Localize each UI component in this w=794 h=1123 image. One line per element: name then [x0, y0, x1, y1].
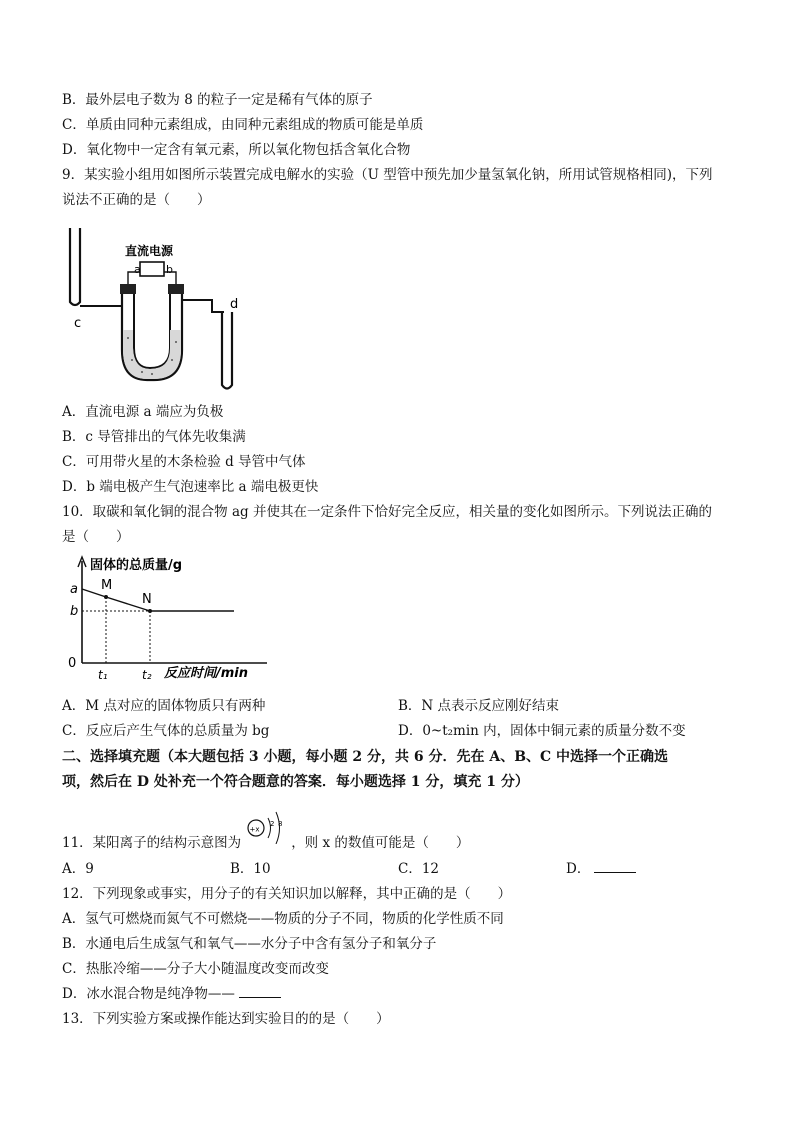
- q9-option-d: D．b 端电极产生气泡速率比 a 端电极更快: [62, 479, 319, 495]
- q11-option-a: A．9: [62, 861, 94, 877]
- label-b: b: [166, 263, 173, 276]
- q9-option-a: A．直流电源 a 端应为负极: [62, 404, 224, 420]
- point-n: [148, 609, 152, 613]
- shell-1-count: 2: [270, 820, 275, 828]
- right-test-tube: [222, 312, 232, 389]
- q10-stem-line1: 10．取碳和氧化铜的混合物 ag 并使其在一定条件下恰好完全反应，相关量的变化如图所示。下列说法正确的: [62, 504, 712, 520]
- q10-option-a: A．M 点对应的固体物质只有两种: [62, 698, 266, 714]
- q8-option-b: B．最外层电子数为 8 的粒子一定是稀有气体的原子: [62, 92, 373, 108]
- q13-stem: 13．下列实验方案或操作能达到实验目的的是（ ）: [62, 1011, 390, 1027]
- y-tick-a: a: [70, 582, 78, 597]
- section2-heading-line2: 项，然后在 D 处补充一个符合题意的答案．每小题选择 1 分，填充 1 分）: [62, 774, 529, 790]
- point-label-m: M: [101, 578, 113, 593]
- label-a: a: [134, 263, 141, 276]
- nucleus-label: +x: [249, 825, 260, 834]
- point-label-n: N: [142, 592, 152, 607]
- ion-structure-diagram: [244, 804, 290, 844]
- q10-option-b: B．N 点表示反应刚好结束: [398, 698, 560, 714]
- x-axis-label: 反应时间/min: [164, 666, 249, 681]
- series-line-decline: [82, 589, 150, 611]
- dc-power-supply: [140, 262, 164, 276]
- q11-option-d-label: D．: [566, 861, 591, 877]
- q8-option-c: C．单质由同种元素组成，由同种元素组成的物质可能是单质: [62, 117, 424, 133]
- mass-time-chart: [62, 553, 282, 688]
- q11-stem-start: 11．某阳离子的结构示意图为: [62, 835, 242, 851]
- q9-option-b: B．c 导管排出的气体先收集满: [62, 429, 246, 445]
- left-test-tube: [70, 228, 80, 305]
- electrolysis-apparatus-figure: [62, 220, 252, 395]
- q11-option-b: B．10: [230, 861, 271, 877]
- origin-label: 0: [68, 656, 77, 671]
- electrolyte-liquid: [123, 330, 181, 379]
- u-tube-inner: [134, 292, 170, 368]
- q11-option-c: C．12: [398, 861, 440, 877]
- q12-option-b: B．水通电后生成氢气和氧气——水分子中含有氢分子和氧分子: [62, 936, 437, 952]
- shell-2-count: 8: [278, 820, 283, 828]
- section2-heading-line1: 二、选择填充题（本大题包括 3 小题，每小题 2 分，共 6 分．先在 A、B、C 中选择一个正确选: [62, 749, 669, 765]
- label-d: d: [230, 297, 239, 312]
- x-tick-t1: t₁: [98, 668, 108, 682]
- q12-option-d-label: D．冰水混合物是纯净物——: [62, 986, 235, 1002]
- q12-option-c: C．热胀冷缩——分子大小随温度改变而改变: [62, 961, 329, 977]
- q8-option-d: D．氧化物中一定含有氧元素，所以氧化物包括含氧化合物: [62, 142, 411, 158]
- left-stopper: [120, 284, 136, 294]
- q12-blank: [239, 985, 281, 998]
- right-stopper: [168, 284, 184, 294]
- y-axis-label: 固体的总质量/g: [90, 558, 183, 573]
- q12-option-d: [62, 985, 281, 1003]
- q9-stem-line2: 说法不正确的是（ ）: [62, 192, 211, 208]
- point-m: [104, 595, 108, 599]
- c-pipe: [80, 292, 122, 306]
- q9-stem-line1: 9．某实验小组用如图所示装置完成电解水的实验（U 型管中预先加少量氢氧化钠，所用试管规格相同)，下列: [62, 167, 713, 183]
- d-pipe: [182, 300, 224, 312]
- q10-stem-line2: 是（ ）: [62, 529, 130, 545]
- q9-option-c: C．可用带火星的木条检验 d 导管中气体: [62, 454, 306, 470]
- q12-option-a: A．氢气可燃烧而氮气不可燃烧——物质的分子不同，物质的化学性质不同: [62, 911, 504, 927]
- shell-2-arc: [276, 812, 283, 844]
- q10-option-c: C．反应后产生气体的总质量为 bg: [62, 723, 270, 739]
- q11-blank: [594, 860, 636, 873]
- label-c: c: [74, 316, 82, 331]
- q12-stem: 12．下列现象或事实，用分子的有关知识加以解释，其中正确的是（ ）: [62, 886, 512, 902]
- q10-option-d: D．0~t₂min 内，固体中铜元素的质量分数不变: [398, 723, 686, 739]
- power-label: 直流电源: [125, 244, 174, 258]
- q11-option-d: [566, 860, 636, 878]
- x-tick-t2: t₂: [142, 668, 152, 682]
- q11-stem-end: ，则 x 的数值可能是（ ）: [291, 835, 470, 851]
- y-tick-b: b: [70, 604, 79, 619]
